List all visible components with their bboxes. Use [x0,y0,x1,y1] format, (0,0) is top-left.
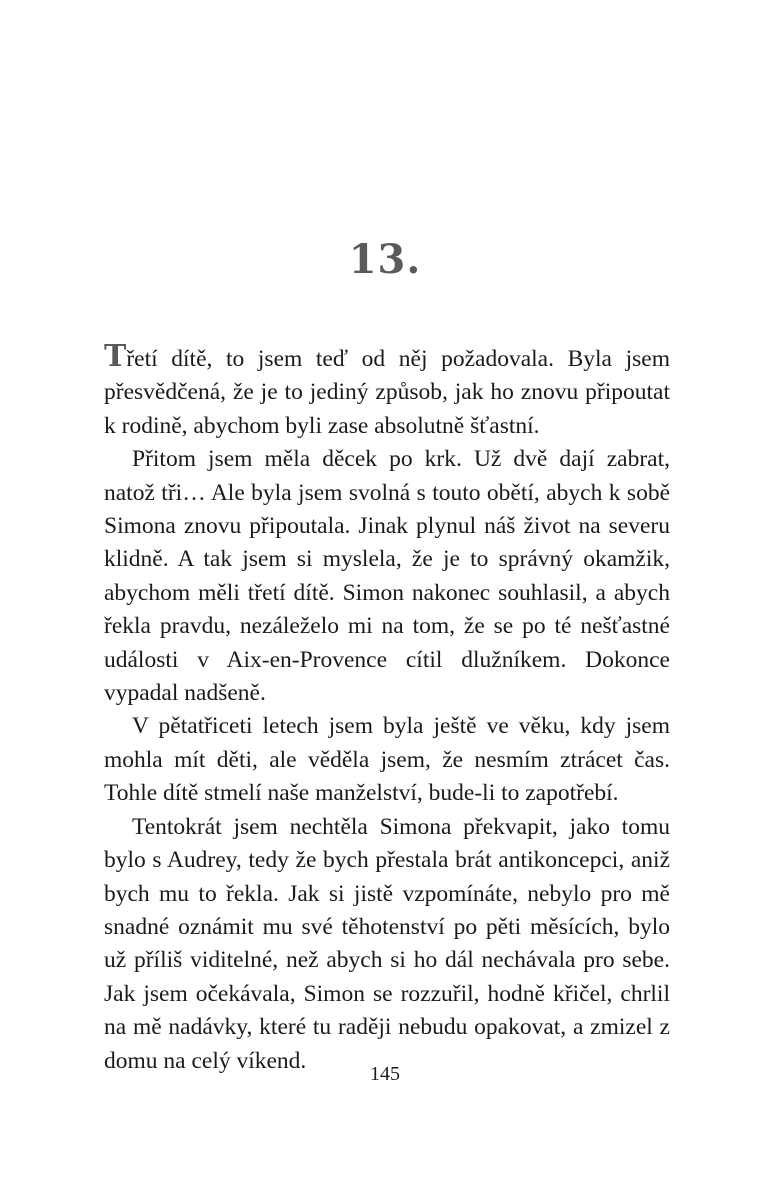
body-text [104,339,670,1078]
drop-cap: T [104,339,127,374]
paragraph-1 [104,339,670,443]
paragraph-1-text: řetí dítě, to jsem teď od něj požadovala. Byla jsem přesvědčená, že je to jediný způsob, jak ho znovu připoutat k rodině, abychom byli zase absolutně šťastní. [104,346,670,439]
paragraph-3: V pětatřiceti letech jsem byla ještě ve věku, kdy jsem mohla mít děti, ale věděla jsem, že nesmím ztrácet čas. Tohle dítě stmelí naše manželství, bude-li to zapotřebí. [104,713,670,807]
paragraph-2: Přitom jsem měla děcek po krk. Už dvě dají zabrat, natož tři… Ale byla jsem svolná s touto obětí, abych k sobě Simona znovu připoutala. Jinak plynul náš život na severu klidně. A tak jsem si myslela, že je to správný okamžik, abychom měli třetí dítě. Simon nakonec souhlasil, a abych řekla pravdu, nezáleželo mi na tom, že se po té nešťastné události v Aix-en-Provence cítil dlužníkem. Dokonce vypadal nadšeně. [104,446,670,707]
page-number: 145 [370,1063,400,1085]
paragraph-4: Tentokrát jsem nechtěla Simona překvapit, jako tomu bylo s Audrey, tedy že bych přestala brát antikoncepci, aniž bych mu to řekla. Jak si jistě vzpomínáte, nebylo pro mě snadné oznámit mu své těhotenství po pěti měsících, bylo už příliš viditelné, než abych si ho dál nechávala pro sebe. Jak jsem očekávala, Simon se rozzuřil, hodně křičel, chrlil na mě nadávky, které tu raději nebudu opakovat, a zmizel z domu na celý víkend. [104,813,670,1074]
chapter-title: 13. [348,236,422,283]
